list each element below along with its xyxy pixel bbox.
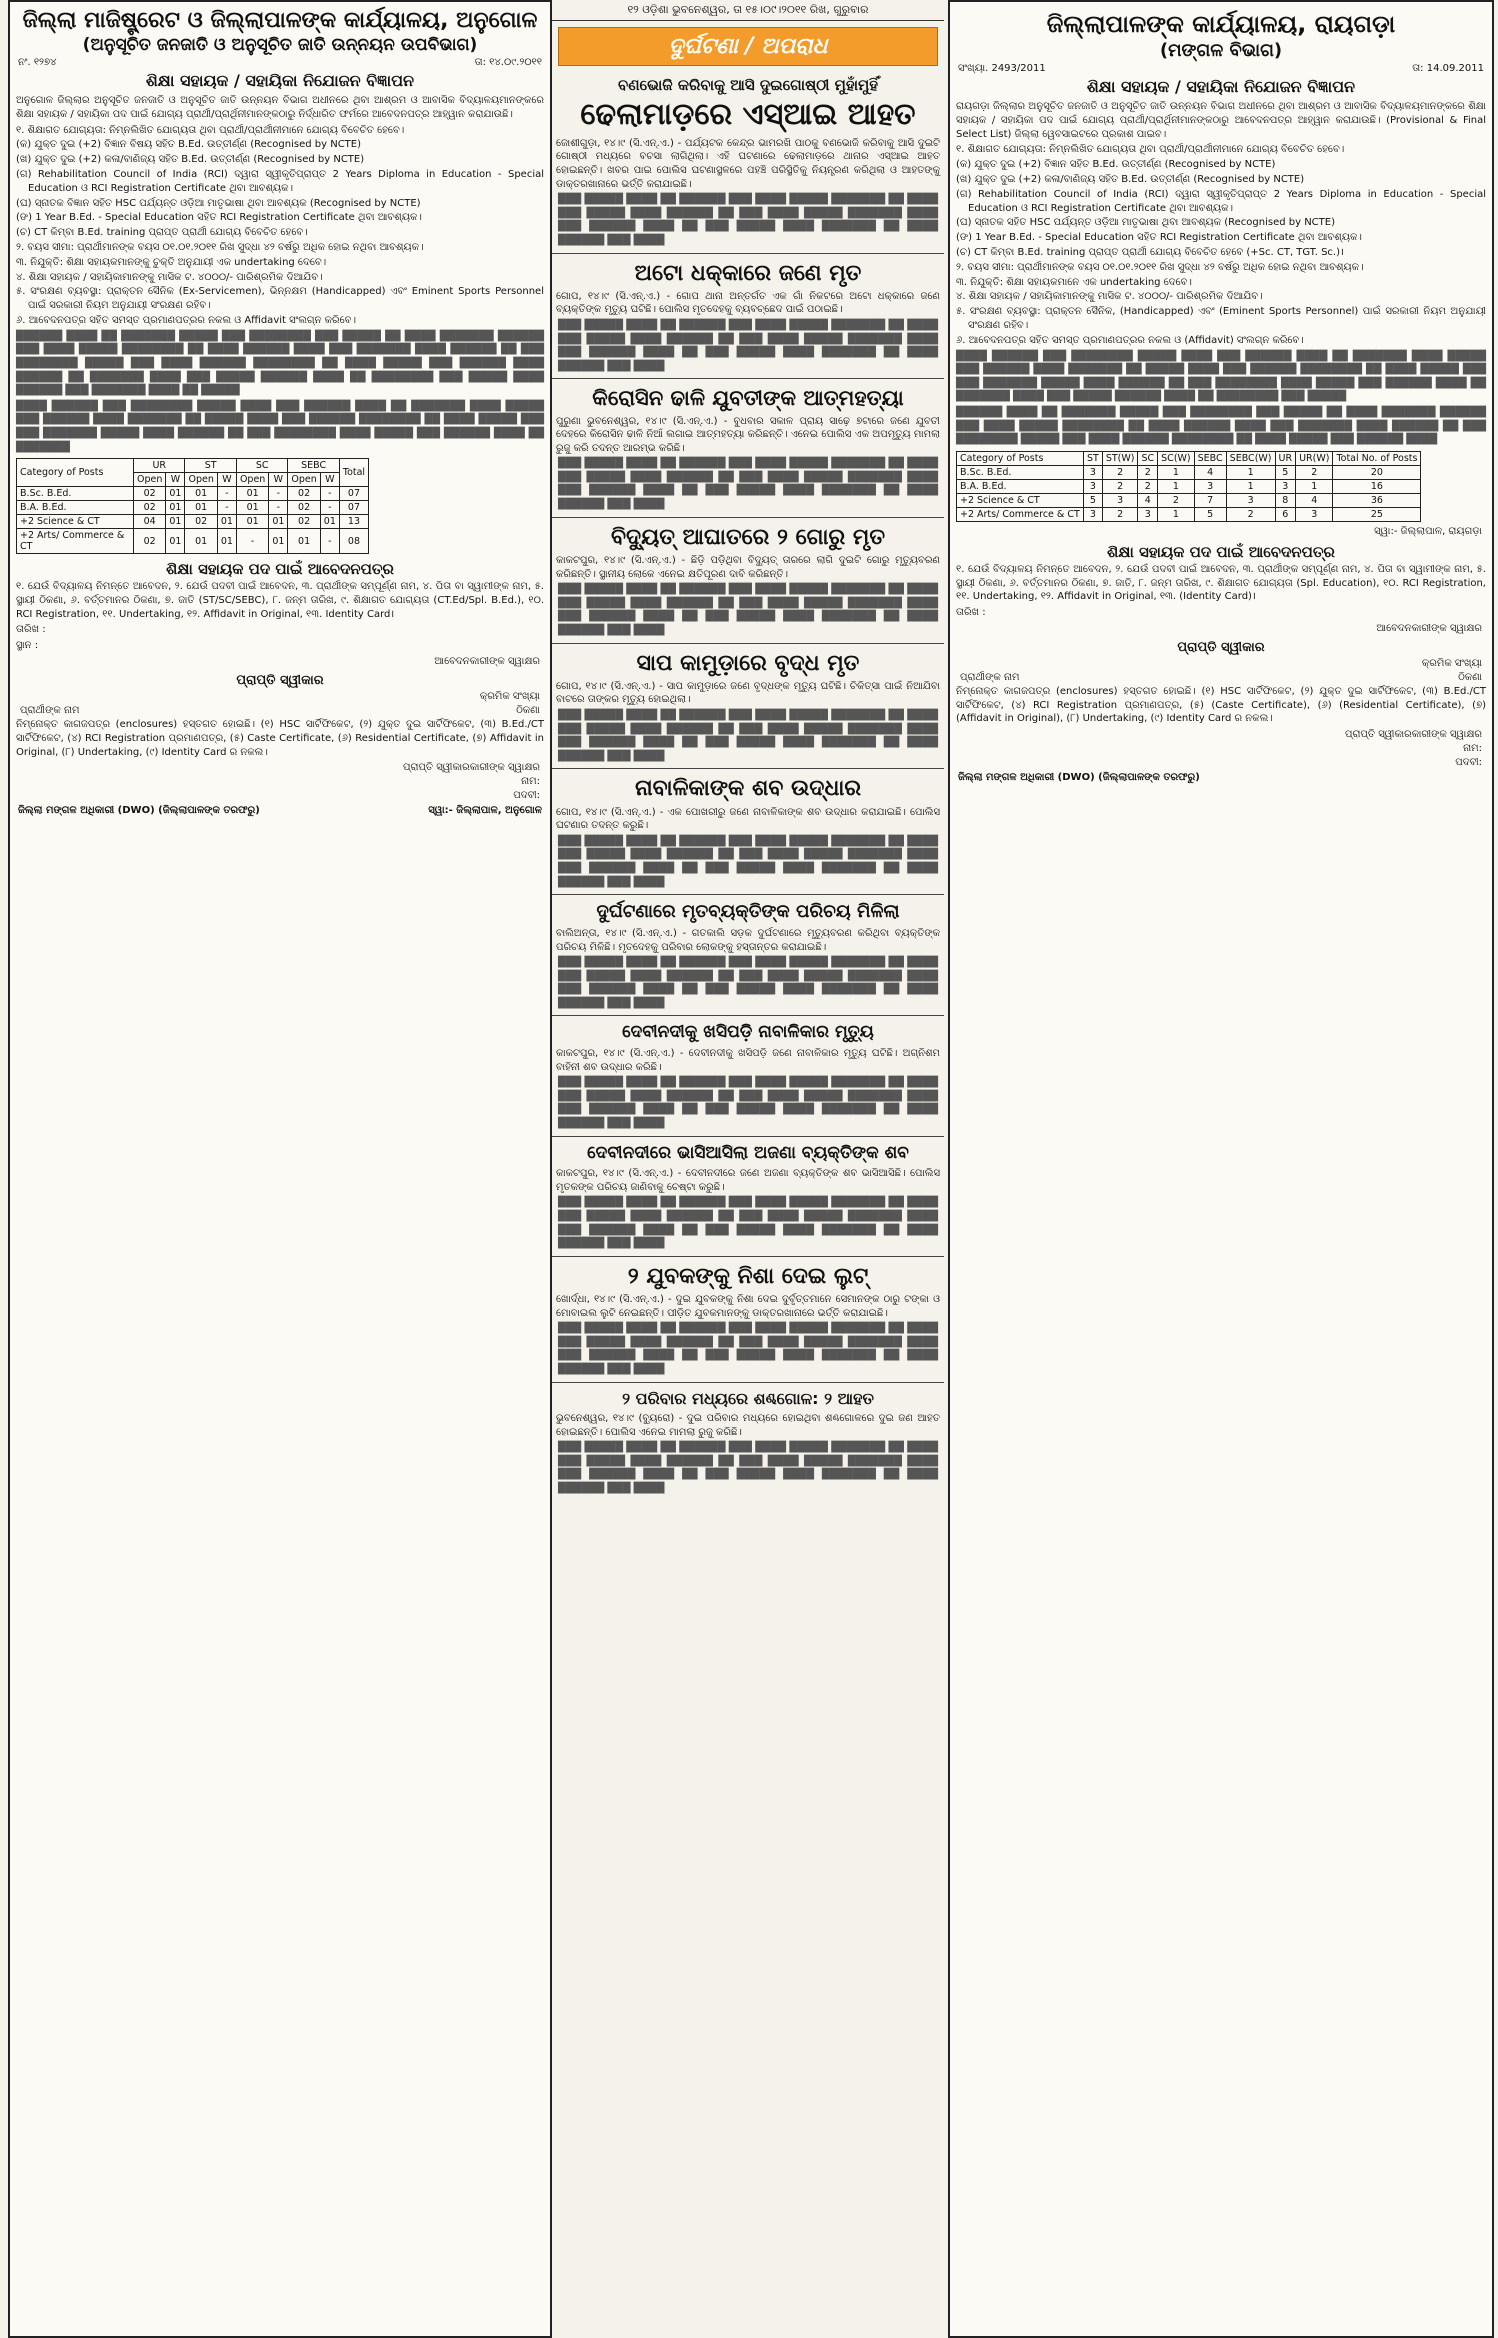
eligibility-list	[950, 143, 1492, 347]
story-body: ଜୋଶୀଗୁଡ଼ା, ୧୪।୯ (ସି.ଏନ୍‌.ଏ.) - ପର୍ଯ୍ୟଟକ କେନ୍ଦ୍ର ଭାମରଖି ପାଠକୁ ବଣଭୋଜି କରିବାକୁ ଆସି ଦୁଇଟି ଗୋଷ୍ଠୀ ମଧ୍ୟରେ ବଚସା ଲାଗିଥିଲା। ଏହି ଘଟଣାରେ ଢେଲାମାଡ଼ରେ ଥାନାର ଏସ୍‌ଆଇ ଆହତ ହୋଇଛନ୍ତି। ଖବର ପାଇ ପୋଲିସ ଘଟଣାସ୍ଥଳରେ ପହଞ୍ଚି ପରିସ୍ଥିତିକୁ ନିୟନ୍ତ୍ରଣ କରିଥିଲା ଓ ଆହତଙ୍କୁ ଡାକ୍ତରଖାନାରେ ଭର୍ତ୍ତି କରାଯାଇଛି।	[556, 137, 940, 190]
department: (ମଙ୍ଗଳ ବିଭାଗ)	[1159, 40, 1283, 61]
serial-number-label: କ୍ରମିକ ସଂଖ୍ୟା	[479, 691, 540, 703]
table-row	[17, 501, 369, 515]
count-cell: 08	[339, 529, 368, 554]
count-cell: 7	[1194, 493, 1226, 507]
place-label: ସ୍ଥାନ :	[16, 640, 39, 652]
news-column	[552, 0, 944, 2338]
story-continuation: ███ █████ ████ ██ ██████ ███ ████ █████ ███████ ██ ████ ███ █████ ████ ██████ ██ ███ ████ █████ ███████ ████ ███ ██████ ████ ██ ███ █████ ████ ███████ ██ ████ ██████ ███ ████	[558, 1197, 938, 1250]
column-header: ST(W)	[1102, 451, 1138, 465]
news-story	[552, 643, 944, 769]
ack-title: ପ୍ରାପ୍ତି ସ୍ୱୀକାର	[236, 673, 324, 689]
news-story	[552, 1136, 944, 1256]
count-cell: 1	[1158, 507, 1194, 521]
count-cell: 01	[217, 515, 236, 529]
eligibility-list	[10, 124, 550, 328]
sc-header: SC	[236, 459, 287, 473]
table-row	[17, 529, 369, 554]
count-cell: 3	[1275, 479, 1296, 493]
eligibility-item: ୪. ଶିକ୍ଷା ସହାୟକ / ସହାୟିକାମାନଙ୍କୁ ମାସିକ ଟ. ୪୦୦୦/- ପାରିଶ୍ରମିକ ଦିଆଯିବ।	[956, 291, 1263, 303]
story-body: ଭୁବନେଶ୍ୱର, ୧୪।୯ (ବ୍ୟୁରୋ) - ଦୁଇ ପରିବାର ମଧ୍ୟରେ ହୋଇଥିବା ଶଣ୍ଢଗୋଳରେ ଦୁଇ ଜଣ ଆହତ ହୋଇଛନ୍ତି। ପୋଲିସ ଏନେଇ ମାମଲା ରୁଜୁ କରିଛି।	[556, 1412, 940, 1438]
story-list	[552, 70, 944, 1501]
table-row	[17, 487, 369, 501]
count-cell: 3	[1084, 479, 1103, 493]
count-cell: 16	[1333, 479, 1421, 493]
count-cell: 01	[166, 515, 185, 529]
story-kicker: ବଣଭୋଜି କରିବାକୁ ଆସି ଦୁଇଗୋଷ୍ଠୀ ମୁହାଁମୁହିଁ	[617, 76, 878, 94]
count-cell: 01	[166, 529, 185, 554]
table-row	[957, 479, 1421, 493]
news-story	[552, 1256, 944, 1382]
story-body: ଗୋପ, ୧୪।୯ (ସି.ଏନ୍‌.ଏ.) - ଏକ ପୋଖରୀରୁ ଜଣେ ନାବାଳିକାଙ୍କ ଶବ ଉଦ୍ଧାର କରାଯାଇଛି। ପୋଲିସ ଘଟଣାର ତଦନ୍ତ କରୁଛି।	[556, 806, 940, 832]
ref-date: ତା: 14.09.2011	[1412, 63, 1484, 74]
count-cell: 4	[1296, 493, 1333, 507]
column-header: Category of Posts	[957, 451, 1084, 465]
ack-title: ପ୍ରାପ୍ତି ସ୍ୱୀକାର	[1177, 639, 1265, 655]
count-cell: 13	[339, 515, 368, 529]
notice-title: ଶିକ୍ଷା ସହାୟକ / ସହାୟିକା ନିଯୋଜନ ବିଜ୍ଞାପନ	[1086, 77, 1356, 96]
count-cell: 3	[1194, 479, 1226, 493]
page-header: ୧୨ ଓଡ଼ିଶା ଭୁବନେଶ୍ୱର, ତା ୧୫।୦୯।୨୦୧୧ ରିଖ, ଗୁରୁବାର	[552, 0, 944, 21]
category-cell: B.A. B.Ed.	[17, 501, 134, 515]
category-cell: +2 Science & CT	[957, 493, 1084, 507]
applicant-name-label: ପ୍ରାର୍ଥୀଙ୍କ ନାମ	[960, 671, 1020, 683]
count-cell: 1	[1158, 465, 1194, 479]
count-cell: -	[217, 487, 236, 501]
story-headline: ଅଟୋ ଧକ୍କାରେ ଜଣେ ମୃତ	[634, 260, 862, 286]
count-cell: 01	[185, 501, 217, 515]
count-cell: 01	[236, 487, 268, 501]
count-cell: 01	[320, 515, 339, 529]
eligibility-item: (କ) ଯୁକ୍ତ ଦୁଇ (+2) ବିଜ୍ଞାନ ବିଷୟ ସହିତ B.Ed. ଉତ୍ତୀର୍ଣ୍ଣ (Recognised by NCTE)	[16, 139, 362, 151]
office-title: ଜିଲ୍ଲାପାଳଙ୍କ କାର୍ଯ୍ୟାଳୟ, ରାୟଗଡ଼ା	[1046, 10, 1396, 38]
count-cell: 01	[236, 501, 268, 515]
body-text-block: ██████ ████ ██ ███████ █████ ███ ████████ ███ █████ ██ ████ ███████ ██████ ███ ████ █████ ████████ ██ ████ ██████ ████ ███ ███████ ████ ██████ ██ ███ ████████ █████ ███ ████ ██████ ████████ ██ ████ █████ ███ ██████ ████	[956, 406, 1486, 446]
news-story	[552, 517, 944, 643]
story-headline: କିରୋସିନ ଢାଳି ଯୁବତୀଙ୍କ ଆତ୍ମହତ୍ୟା	[592, 386, 904, 411]
date-label: ତାରିଖ :	[956, 607, 986, 619]
count-cell: 36	[1333, 493, 1421, 507]
eligibility-item: ୨. ବୟସ ସୀମା: ପ୍ରାର୍ଥୀମାନଙ୍କ ବୟସ ୦୧.୦୧.୨୦୧୧ ରିଖ ସୁଦ୍ଧା ୪୨ ବର୍ଷରୁ ଅଧିକ ହୋଇ ନଥିବା ଆବଶ୍ୟକ।	[956, 261, 1364, 273]
story-headline: ୨ ପରିବାର ମଧ୍ୟରେ ଶଣ୍ଢଗୋଳ: ୨ ଆହତ	[622, 1388, 874, 1408]
story-body: ଗୋପ, ୧୪।୯ (ସି.ଏନ୍‌.ଏ.) - ଗୋପ ଥାନା ଅନ୍ତର୍ଗତ ଏକ ଗାଁ ନିକଟରେ ଅଟୋ ଧକ୍କାରେ ଜଣେ ବ୍ୟକ୍ତିଙ୍କ ମୃତ୍ୟୁ ଘଟିଛି। ପୋଲିସ ମୃତଦେହକୁ ବ୍ୟବଚ୍ଛେଦ ପାଇଁ ପଠାଇଛି।	[556, 290, 940, 316]
news-story	[552, 1015, 944, 1135]
reference-line	[958, 63, 1484, 74]
story-body: ପୁରୁଣା ଭୁବନେଶ୍ୱର, ୧୪।୯ (ସି.ଏନ୍‌.ଏ.) - ବୁଧବାର ସକାଳ ପ୍ରାୟ ସାଢ଼େ ୭ଟାରେ ଜଣେ ଯୁବତୀ ଦେହରେ କିରୋସିନ ଢାଳି ନିଆଁ ଲଗାଇ ଆତ୍ମହତ୍ୟା କରିଛନ୍ତି। ଏନେଇ ପୋଲିସ ଏକ ଅପମୃତ୍ୟୁ ମାମଲା ରୁଜୁ କରି ତଦନ୍ତ ଆରମ୍ଭ କରିଛି।	[556, 415, 940, 454]
story-continuation: ███ █████ ████ ██ ██████ ███ ████ █████ ███████ ██ ████ ███ █████ ████ ██████ ██ ███ ████ █████ ███████ ████ ███ ██████ ████ ██ ███ █████ ████ ███████ ██ ████ ██████ ███ ████	[558, 1077, 938, 1129]
column-header: UR(W)	[1296, 451, 1333, 465]
count-cell: -	[320, 529, 339, 554]
count-cell: 4	[1138, 493, 1158, 507]
story-continuation: ███ █████ ████ ██ ██████ ███ ████ █████ ███████ ██ ████ ███ █████ ████ ██████ ██ ███ ████ █████ ███████ ████ ███ ██████ ████ ██ ███ █████ ████ ███████ ██ ████ ██████ ███ ████	[558, 194, 938, 246]
count-cell: 6	[1275, 507, 1296, 521]
application-title: ଶିକ୍ଷା ସହାୟକ ପଦ ପାଇଁ ଆବେଦନପତ୍ର	[166, 560, 394, 579]
vacancy-table	[16, 458, 369, 554]
count-cell: 01	[166, 501, 185, 515]
category-cell: +2 Arts/ Commerce & CT	[957, 507, 1084, 521]
story-headline: ୨ ଯୁବକଙ୍କୁ ନିଶା ଦେଇ ଲୁଟ୍	[627, 1263, 869, 1289]
count-cell: 2	[1102, 465, 1138, 479]
footer-collector: ସ୍ୱା:- ଜିଲ୍ଲାପାଳ, ଅନୁଗୋଳ	[428, 805, 542, 817]
eligibility-item: ୧. ଶିକ୍ଷାଗତ ଯୋଗ୍ୟତା: ନିମ୍ନଲିଖିତ ଯୋଗ୍ୟତା ଥିବା ପ୍ରାର୍ଥୀ/ପ୍ରାର୍ଥୀନୀମାନେ ଯୋଗ୍ୟ ବିବେଚିତ ହେବେ।	[956, 144, 1345, 156]
story-continuation: ███ █████ ████ ██ ██████ ███ ████ █████ ███████ ██ ████ ███ █████ ████ ██████ ██ ███ ████ █████ ███████ ████ ███ ██████ ████ ██ ███ █████ ████ ███████ ██ ████ ██████ ███ ████	[558, 957, 938, 1009]
story-body: କାକଟପୁର, ୧୪।୯ (ସି.ଏନ୍‌.ଏ.) - ଦେବୀନଦୀକୁ ଖସିପଡ଼ି ଜଣେ ନାବାଳିକାର ମୃତ୍ୟୁ ଘଟିଛି। ଅଗ୍ନିଶମ ବାହିନୀ ଶବ ଉଦ୍ଧାର କରିଛି।	[556, 1048, 940, 1073]
eligibility-item: ୨. ବୟସ ସୀମା: ପ୍ରାର୍ଥୀମାନଙ୍କ ବୟସ ୦୧.୦୧.୨୦୧୧ ରିଖ ସୁଦ୍ଧା ୪୨ ବର୍ଷରୁ ଅଧିକ ହୋଇ ନଥିବା ଆବଶ୍ୟକ।	[16, 241, 424, 253]
count-cell: 07	[339, 501, 368, 515]
applicant-name-label: ପ୍ରାର୍ଥୀଙ୍କ ନାମ	[20, 705, 80, 717]
name-label: ନାମ:	[1463, 743, 1482, 755]
serial-number-label: କ୍ରମିକ ସଂଖ୍ୟା	[1421, 657, 1482, 669]
story-body: କାକଟପୁର, ୧୪।୯ (ସି.ଏନ୍‌.ଏ.) - ଛିଡ଼ି ପଡ଼ିଥିବା ବିଦ୍ୟୁତ୍ ତାରରେ ଲାଗି ଦୁଇଟି ଗୋରୁ ମୃତ୍ୟୁବରଣ କରିଛନ୍ତି। ସ୍ଥାନୀୟ ଲୋକେ ଏନେଇ କ୍ଷତିପୂରଣ ଦାବି କରିଛନ୍ତି।	[556, 554, 940, 580]
story-headline: ସାପ କାମୁଡ଼ାରେ ବୃଦ୍ଧ ମୃତ	[636, 650, 860, 676]
sub-header: W	[320, 473, 339, 487]
story-headline: ନାବାଳିକାଙ୍କ ଶବ ଉଦ୍ଧାର	[634, 776, 862, 802]
story-continuation: ███ █████ ████ ██ ██████ ███ ████ █████ ███████ ██ ████ ███ █████ ████ ██████ ██ ███ ████ █████ ███████ ████ ███ ██████ ████ ██ ███ █████ ████ ███████ ██ ████ ██████ ███ ████	[558, 835, 938, 888]
count-cell: -	[320, 501, 339, 515]
eligibility-item: ୫. ସଂରକ୍ଷଣ ବ୍ୟବସ୍ଥା: ପ୍ରାକ୍ତନ ସୈନିକ (Ex-Servicemen), ଭିନ୍ନକ୍ଷମ (Handicapped) ଏବଂ Eminent Sports Personnel ପାଇଁ ସରକାରୀ ନିୟମ ଅନୁଯାୟୀ ସଂରକ୍ଷଣ ରହିବ।	[16, 286, 544, 312]
news-story	[552, 253, 944, 379]
count-cell: 8	[1275, 493, 1296, 507]
sub-header: W	[217, 473, 236, 487]
eligibility-item: (ଖ) ଯୁକ୍ତ ଦୁଇ (+2) କଳା/ବାଣିଜ୍ୟ ସହିତ B.Ed. ଉତ୍ତୀର୍ଣ୍ଣ (Recognised by NCTE)	[956, 173, 1305, 185]
count-cell: 01	[217, 529, 236, 554]
application-title: ଶିକ୍ଷା ସହାୟକ ପଦ ପାଇଁ ଆବେଦନପତ୍ର	[1107, 542, 1335, 561]
receiver-signature: ପ୍ରାପ୍ତି ସ୍ୱୀକାରକାରୀଙ୍କ ସ୍ୱାକ୍ଷର	[402, 762, 540, 774]
address-label: ଠିକଣା	[516, 705, 540, 717]
count-cell: 5	[1275, 465, 1296, 479]
eligibility-item: ୫. ସଂରକ୍ଷଣ ବ୍ୟବସ୍ଥା: ପ୍ରାକ୍ତନ ସୈନିକ, (Handicapped) ଏବଂ (Eminent Sports Personnel) ପାଇଁ ସରକାରୀ ନିୟମ ଅନୁଯାୟୀ ସଂରକ୍ଷଣ ରହିବ।	[956, 306, 1486, 331]
eligibility-item: ୪. ଶିକ୍ଷା ସହାୟକ / ସହାୟିକାମାନଙ୍କୁ ମାସିକ ଟ. ୪୦୦୦/- ପାରିଶ୍ରମିକ ଦିଆଯିବ।	[16, 271, 323, 283]
count-cell: 3	[1084, 507, 1103, 521]
story-body: କାକଟପୁର, ୧୪।୯ (ସି.ଏନ୍‌.ଏ.) - ଦେବୀନଦୀରେ ଜଣେ ଅଜଣା ବ୍ୟକ୍ତିଙ୍କ ଶବ ଭାସିଆସିଛି। ପୋଲିସ ମୃତକଙ୍କ ପରିଚୟ ଜାଣିବାକୁ ଚେଷ୍ଟା କରୁଛି।	[556, 1168, 940, 1193]
date-label: ତାରିଖ :	[16, 624, 46, 636]
count-cell: 2	[1102, 479, 1138, 493]
count-cell: 20	[1333, 465, 1421, 479]
eligibility-item: (ଙ) 1 Year B.Ed. - Special Education ସହିତ RCI Registration Certificate ଥିବା ଆବଶ୍ୟକ।	[16, 212, 422, 224]
count-cell: 02	[288, 501, 320, 515]
column-header: UR	[1275, 451, 1296, 465]
count-cell: 25	[1333, 507, 1421, 521]
name-label: ନାମ:	[521, 776, 540, 788]
eligibility-item: ୩. ନିଯୁକ୍ତି: ଶିକ୍ଷା ସହାୟକମାନଙ୍କୁ ଚୁକ୍ତି ଅନୁଯାୟୀ ଏକ undertaking ଦେବେ।	[16, 256, 327, 268]
news-story	[552, 768, 944, 894]
table-row	[957, 493, 1421, 507]
count-cell: 1	[1296, 479, 1333, 493]
count-cell: -	[269, 487, 288, 501]
column-header: SEBC(W)	[1226, 451, 1275, 465]
count-cell: -	[269, 501, 288, 515]
count-cell: 3	[1138, 507, 1158, 521]
eligibility-item: (ଖ) ଯୁକ୍ତ ଦୁଇ (+2) କଳା/ବାଣିଜ୍ୟ ସହିତ B.Ed. ଉତ୍ତୀର୍ଣ୍ଣ (Recognised by NCTE)	[16, 154, 365, 166]
eligibility-item: ୩. ନିଯୁକ୍ତି: ଶିକ୍ଷା ସହାୟକମାନେ ଏକ undertaking ଦେବେ।	[956, 276, 1192, 288]
eligibility-item: (ଗ) Rehabilitation Council of India (RCI) ଦ୍ୱାରା ସ୍ୱୀକୃତିପ୍ରାପ୍ତ 2 Years Diploma in Education - Special Education ଓ RCI Registration Certificate ଥିବା ଆବଶ୍ୟକ।	[956, 188, 1486, 214]
ref-no: ନଂ. ୧୨୭୪	[18, 57, 57, 68]
eligibility-item: (ଘ) ସ୍ନାତକ ସହିତ HSC ପର୍ଯ୍ୟନ୍ତ ଓଡ଼ିଆ ମାତୃଭାଷା ଥିବା ଆବଶ୍ୟକ (Recognised by NCTE)	[956, 217, 1335, 229]
news-story	[552, 378, 944, 516]
story-continuation: ███ █████ ████ ██ ██████ ███ ████ █████ ███████ ██ ████ ███ █████ ████ ██████ ██ ███ ████ █████ ███████ ████ ███ ██████ ████ ██ ███ █████ ████ ███████ ██ ████ ██████ ███ ████	[558, 1323, 938, 1375]
enclosures-list: ନିମ୍ନୋକ୍ତ କାଗଜପତ୍ର (enclosures) ହସ୍ତଗତ ହୋଇଛି। (୧) HSC ସାର୍ଟିଫିକେଟ, (୨) ଯୁକ୍ତ ଦୁଇ ସାର୍ଟିଫିକେଟ, (୩) B.Ed./CT ସାର୍ଟିଫିକେଟ, (୪) RCI Registration ପ୍ରମାଣପତ୍ର, (୫) (Caste Certificate), (୬) (Residential Certificate), (୭) (Affidavit in Original), (୮) Undertaking, (୯) Identity Card ର ନକଲ।	[956, 685, 1486, 725]
office-title: ଜିଲ୍ଲା ମାଜିଷ୍ଟ୍ରେଟ ଓ ଜିଲ୍ଲାପାଳଙ୍କ କାର୍ଯ୍ୟାଳୟ, ଅନୁଗୋଳ	[22, 8, 538, 33]
count-cell: 02	[134, 487, 166, 501]
section-banner: ଦୁର୍ଘଟଣା / ଅପରାଧ	[558, 27, 938, 66]
eligibility-item: ୧. ଶିକ୍ଷାଗତ ଯୋଗ୍ୟତା: ନିମ୍ନଲିଖିତ ଯୋଗ୍ୟତା ଥିବା ପ୍ରାର୍ଥୀ/ପ୍ରାର୍ଥୀନୀମାନେ ଯୋଗ୍ୟ ବିବେଚିତ ହେବେ।	[16, 124, 405, 136]
story-headline: ଦେବୀନଦୀରେ ଭାସିଆସିଲା ଅଜଣା ବ୍ୟକ୍ତିଙ୍କ ଶବ	[587, 1142, 909, 1163]
count-cell: 07	[339, 487, 368, 501]
count-cell: -	[320, 487, 339, 501]
application-fields: ୧. ଯେଉଁ ବିଦ୍ୟାଳୟ ନିମନ୍ତେ ଆବେଦନ, ୨. ଯେଉଁ ପଦବୀ ପାଇଁ ଆବେଦନ, ୩. ପ୍ରାର୍ଥୀଙ୍କ ସମ୍ପୂର୍ଣ୍ଣ ନାମ, ୪. ପିତା ବା ସ୍ୱାମୀଙ୍କ ନାମ, ୫. ସ୍ଥାୟୀ ଠିକଣା, ୬. ବର୍ତ୍ତମାନର ଠିକଣା, ୭. ଜାତି (ST/SC/SEBC), ୮. ଜନ୍ମ ତାରିଖ, ୯. ଶିକ୍ଷାଗତ ଯୋଗ୍ୟତା (CT.Ed/Spl. B.Ed.), ୧୦. RCI Registration, ୧୧. Undertaking, ୧୨. Affidavit in Original, ୧୩. Identity Card।	[16, 581, 544, 620]
body-text-block: ████ ██████ ███ ████████ █████ ████ ███ ██████ ████ ██ ███████ ████ █████ ███ ██████ ████ ███████ ██ █████ ████ ███ ██████ ████████ ██ ████ █████ ███ ███ ███████ █████ ████ ██████ ██ ███ ████████ ████ █████ ███ ██████ ████ ██ ███████ ████ ███ █████ ██████ ████ ██ ████████ ███ █████	[956, 350, 1486, 403]
enclosures-list: ନିମ୍ନୋକ୍ତ କାଗଜପତ୍ର (enclosures) ହସ୍ତଗତ ହୋଇଛି। (୧) HSC ସାର୍ଟିଫିକେଟ, (୨) ଯୁକ୍ତ ଦୁଇ ସାର୍ଟିଫିକେଟ, (୩) B.Ed./CT ସାର୍ଟିଫିକେଟ, (୪) RCI Registration ପ୍ରମାଣପତ୍ର, (୫) Caste Certificate, (୬) Residential Certificate, (୭) Affidavit in Original, (୮) Undertaking, (୯) Identity Card ର ନକଲ।	[16, 719, 544, 758]
count-cell: 01	[288, 529, 320, 554]
footer-dwo: ଜିଲ୍ଲା ମଙ୍ଗଳ ଅଧିକାରୀ (DWO) (ଜିଲ୍ଲାପାଳଙ୍କ ତରଫରୁ)	[18, 805, 260, 817]
ack-fields	[20, 705, 540, 716]
story-continuation: ███ █████ ████ ██ ██████ ███ ████ █████ ███████ ██ ████ ███ █████ ████ ██████ ██ ███ ████ █████ ███████ ████ ███ ██████ ████ ██ ███ █████ ████ ███████ ██ ████ ██████ ███ ████	[558, 319, 938, 372]
category-cell: B.A. B.Ed.	[957, 479, 1084, 493]
column-header: ST	[1084, 451, 1103, 465]
eligibility-item: ୬. ଆବେଦନପତ୍ର ସହିତ ସମସ୍ତ ପ୍ରମାଣପତ୍ରର ନକଲ ଓ (Affidavit) ସଂଲଗ୍ନ କରିବେ।	[956, 334, 1304, 346]
count-cell: 1	[1226, 479, 1275, 493]
department: (ଅନୁସୂଚିତ ଜନଜାତି ଓ ଅନୁସୂଚିତ ଜାତି ଉନ୍ନୟନ ଉପବିଭାଗ)	[82, 35, 478, 55]
eligibility-item: (ଙ) 1 Year B.Ed. - Special Education ସହିତ RCI Registration Certificate ଥିବା ଆବଶ୍ୟକ।	[956, 232, 1362, 244]
category-cell: +2 Arts/ Commerce & CT	[17, 529, 134, 554]
count-cell: 02	[288, 515, 320, 529]
intro-paragraph: ଅନୁଗୋଳ ଜିଲ୍ଲାର ଅନୁସୂଚିତ ଜନଜାତି ଓ ଅନୁସୂଚିତ ଜାତି ଉନ୍ନୟନ ବିଭାଗ ଅଧୀନରେ ଥିବା ଆଶ୍ରମ ଓ ଆବାସିକ ବିଦ୍ୟାଳୟମାନଙ୍କରେ ଶିକ୍ଷା ସହାୟକ / ସହାୟିକା ପଦ ପାଇଁ ଯୋଗ୍ୟ ପ୍ରାର୍ଥୀ/ପ୍ରାର୍ଥିନୀମାନଙ୍କଠାରୁ ନିର୍ଦ୍ଧାରିତ ଫର୍ମରେ ଆବେଦନପତ୍ର ଆହ୍ୱାନ କରାଯାଉଛି।	[16, 95, 544, 120]
eligibility-item: (ଗ) Rehabilitation Council of India (RCI) ଦ୍ୱାରା ସ୍ୱୀକୃତିପ୍ରାପ୍ତ 2 Years Diploma in Education - Special Education ଓ RCI Registration Certificate ଥିବା ଆବଶ୍ୟକ।	[16, 168, 544, 194]
count-cell: 02	[185, 515, 217, 529]
eligibility-item: ୬. ଆବେଦନପତ୍ର ସହିତ ସମସ୍ତ ପ୍ରମାଣପତ୍ରର ନକଲ ଓ Affidavit ସଂଲଗ୍ନ କରିବେ।	[16, 314, 356, 326]
eligibility-item: (ଚ) CT କିମ୍ବା B.Ed. training ପ୍ରାପ୍ତ ପ୍ରାର୍ଥୀ ଯୋଗ୍ୟ ବିବେଚିତ ହେବେ।	[16, 227, 308, 239]
intro-paragraph: ରାୟଗଡ଼ା ଜିଲ୍ଲାର ଅନୁସୂଚିତ ଜନଜାତି ଓ ଅନୁସୂଚିତ ଜାତି ଉନ୍ନୟନ ବିଭାଗ ଅଧୀନରେ ଥିବା ଆଶ୍ରମ ଓ ଆବାସିକ ବିଦ୍ୟାଳୟମାନଙ୍କରେ ଶିକ୍ଷା ସହାୟକ / ସହାୟିକା ପଦ ପାଇଁ ଯୋଗ୍ୟ ପ୍ରାର୍ଥୀ/ପ୍ରାର୍ଥିନୀମାନଙ୍କଠାରୁ ଆବେଦନପତ୍ର ଆହ୍ୱାନ କରାଯାଉଛି। (Provisional & Final Select List) ଜିଲ୍ଲା ୱେବସାଇଟରେ ପ୍ରକାଶ ପାଇବ।	[956, 101, 1486, 140]
count-cell: 3	[1226, 493, 1275, 507]
address-label: ଠିକଣା	[1458, 671, 1482, 683]
story-body: ବାଲିଅନ୍ତା, ୧୪।୯ (ସି.ଏନ୍‌.ଏ.) - ଗତକାଲି ସଡ଼କ ଦୁର୍ଘଟଣାରେ ମୃତ୍ୟୁବରଣ କରିଥିବା ବ୍ୟକ୍ତିଙ୍କ ପରିଚୟ ମିଳିଛି। ମୃତଦେହକୁ ପରିବାର ଲୋକଙ୍କୁ ହସ୍ତାନ୍ତର କରାଯାଇଛି।	[556, 927, 940, 953]
story-headline: ଦେବୀନଦୀକୁ ଖସିପଡ଼ି ନାବାଳିକାର ମୃତ୍ୟୁ	[622, 1022, 874, 1043]
column-header: SEBC	[1194, 451, 1226, 465]
count-cell: -	[236, 529, 268, 554]
news-story	[552, 894, 944, 1015]
column-header: SC	[1138, 451, 1158, 465]
vacancy-table	[956, 451, 1421, 522]
count-cell: 2	[1138, 479, 1158, 493]
rayagada-advertisement	[948, 0, 1494, 2338]
news-story	[552, 1382, 944, 1501]
category-cell: +2 Science & CT	[17, 515, 134, 529]
count-cell: 02	[134, 529, 166, 554]
eligibility-item: (ଚ) CT କିମ୍ବା B.Ed. training ପ୍ରାପ୍ତ ପ୍ରାର୍ଥୀ ଯୋଗ୍ୟ ବିବେଚିତ ହେବେ (+Sc. CT, TGT. Sc.)।	[956, 246, 1344, 258]
count-cell: -	[217, 501, 236, 515]
angul-advertisement	[8, 0, 552, 2338]
ref-date: ତା: ୧୪.୦୯.୨୦୧୧	[474, 57, 542, 68]
body-text-block: ████ ██████ ███ ████████ █████ ████ ███ ██████ ████ ██ ███████ ████ █████ ███ ██████ ████ ███████ ██ █████ ████ ███ ██████ ████████ ██ ████ █████ ███ ███ ███████ █████ ████ ██████ ██ ███ ████████ ████ █████ ███ ██████ ████ ██ ███████	[16, 400, 544, 453]
ack-fields	[960, 672, 1482, 683]
sub-header: W	[269, 473, 288, 487]
count-cell: 01	[166, 487, 185, 501]
category-cell: B.Sc. B.Ed.	[17, 487, 134, 501]
story-continuation: ███ █████ ████ ██ ██████ ███ ████ █████ ███████ ██ ████ ███ █████ ████ ██████ ██ ███ ████ █████ ███████ ████ ███ ██████ ████ ██ ███ █████ ████ ███████ ██ ████ ██████ ███ ████	[558, 1442, 938, 1494]
count-cell: 1	[1158, 479, 1194, 493]
count-cell: 01	[185, 487, 217, 501]
footer-dwo: ଜିଲ୍ଲା ମଙ୍ଗଳ ଅଧିକାରୀ (DWO) (ଜିଲ୍ଲାପାଳଙ୍କ ତରଫରୁ)	[958, 772, 1200, 784]
reference-line	[18, 57, 542, 68]
story-body: ଗୋପ, ୧୪।୯ (ସି.ଏନ୍‌.ଏ.) - ସାପ କାମୁଡ଼ାରେ ଜଣେ ବୃଦ୍ଧଙ୍କ ମୃତ୍ୟୁ ଘଟିଛି। ଚିକିତ୍ସା ପାଇଁ ନିଆଯିବା ବାଟରେ ତାଙ୍କର ମୃତ୍ୟୁ ହୋଇଥିଲା।	[556, 680, 940, 706]
table-row	[957, 465, 1421, 479]
table-row	[957, 507, 1421, 521]
story-headline: ବିଦ୍ୟୁତ୍ ଆଘାତରେ ୨ ଗୋରୁ ମୃତ	[610, 524, 886, 550]
notice-title: ଶିକ୍ଷା ସହାୟକ / ସହାୟିକା ନିଯୋଜନ ବିଜ୍ଞାପନ	[145, 71, 415, 90]
sub-header: Open	[236, 473, 268, 487]
ur-header: UR	[134, 459, 185, 473]
count-cell: 2	[1158, 493, 1194, 507]
column-header: SC(W)	[1158, 451, 1194, 465]
sub-header: Open	[185, 473, 217, 487]
designation-label: ପଦବୀ:	[513, 790, 540, 802]
story-headline: ଦୁର୍ଘଟଣାରେ ମୃତବ୍ୟକ୍ତିଙ୍କ ପରିଚୟ ମିଳିଲା	[596, 901, 900, 923]
count-cell: 02	[134, 501, 166, 515]
eligibility-item: (କ) ଯୁକ୍ତ ଦୁଇ (+2) ବିଜ୍ଞାନ ସହିତ B.Ed. ଉତ୍ତୀର୍ଣ୍ଣ (Recognised by NCTE)	[956, 159, 1276, 171]
body-text-block: ██████ ████ ██ ███████ █████ ███ ████████ ███ █████ ██ ████ ███████ ██████ ███ ████ █████ ████████ ██ ████ ██████ ████ ███ ███████ ████ ██████ ██ ███ ████████ █████ ███ ████ ██████ ████████ ██ ████ █████ ███ ██████ ████ ██████ ██ ███████ ████ ███ █████ ██████ ████ ██ ████████ ███ █████ ████ ██████ ███ ███████ ████ ██ █████	[16, 330, 544, 397]
count-cell: 4	[1194, 465, 1226, 479]
count-cell: 01	[236, 515, 268, 529]
sebc-header: SEBC	[288, 459, 339, 473]
table-row	[17, 515, 369, 529]
story-headline: ଢେଲାମାଡ଼ରେ ଏସ୍‌ଆଇ ଆହତ	[580, 97, 916, 133]
count-cell: 5	[1194, 507, 1226, 521]
st-header: ST	[185, 459, 236, 473]
sub-header: Open	[134, 473, 166, 487]
count-cell: 2	[1226, 507, 1275, 521]
count-cell: 01	[269, 529, 288, 554]
applicant-signature: ଆବେଦନକାରୀଙ୍କ ସ୍ୱାକ୍ଷର	[1376, 622, 1482, 634]
count-cell: 5	[1084, 493, 1103, 507]
news-story	[552, 70, 944, 253]
footer	[18, 805, 542, 816]
category-cell: B.Sc. B.Ed.	[957, 465, 1084, 479]
count-cell: 1	[1226, 465, 1275, 479]
sub-header: W	[166, 473, 185, 487]
sub-header: Open	[288, 473, 320, 487]
count-cell: 02	[288, 487, 320, 501]
count-cell: 2	[1296, 465, 1333, 479]
story-continuation: ███ █████ ████ ██ ██████ ███ ████ █████ ███████ ██ ████ ███ █████ ████ ██████ ██ ███ ████ █████ ███████ ████ ███ ██████ ████ ██ ███ █████ ████ ███████ ██ ████ ██████ ███ ████	[558, 584, 938, 636]
count-cell: 2	[1138, 465, 1158, 479]
count-cell: 2	[1102, 507, 1138, 521]
count-cell: 01	[269, 515, 288, 529]
count-cell: 01	[185, 529, 217, 554]
count-cell: 3	[1102, 493, 1138, 507]
story-body: ଖୋର୍ଦ୍ଧା, ୧୪।୯ (ସି.ଏନ୍‌.ଏ.) - ଦୁଇ ଯୁବକଙ୍କୁ ନିଶା ଦେଇ ଦୁର୍ବୃତ୍ତମାନେ ସେମାନଙ୍କ ଠାରୁ ଟଙ୍କା ଓ ମୋବାଇଲ ଲୁଟି ନେଇଛନ୍ତି। ପୀଡ଼ିତ ଯୁବକମାନଙ୍କୁ ଡାକ୍ତରଖାନାରେ ଭର୍ତ୍ତି କରାଯାଇଛି।	[556, 1294, 940, 1319]
column-header: Total No. of Posts	[1333, 451, 1421, 465]
application-fields: ୧. ଯେଉଁ ବିଦ୍ୟାଳୟ ନିମନ୍ତେ ଆବେଦନ, ୨. ଯେଉଁ ପଦବୀ ପାଇଁ ଆବେଦନ, ୩. ପ୍ରାର୍ଥୀଙ୍କ ସମ୍ପୂର୍ଣ୍ଣ ନାମ, ୪. ପିତା ବା ସ୍ୱାମୀଙ୍କ ନାମ, ୫. ସ୍ଥାୟୀ ଠିକଣା, ୬. ବର୍ତ୍ତମାନର ଠିକଣା, ୭. ଜାତି, ୮. ଜନ୍ମ ତାରିଖ, ୯. ଶିକ୍ଷାଗତ ଯୋଗ୍ୟତା (Spl. Education), ୧୦. RCI Registration, ୧୧. Undertaking, ୧୨. Affidavit in Original, ୧୩. (Identity Card)।	[956, 563, 1486, 603]
total-header: Total	[339, 459, 368, 487]
count-cell: 3	[1296, 507, 1333, 521]
receiver-signature: ପ୍ରାପ୍ତି ସ୍ୱୀକାରକାରୀଙ୍କ ସ୍ୱାକ୍ଷର	[1344, 729, 1482, 741]
eligibility-item: (ଘ) ସ୍ନାତକ ବିଜ୍ଞାନ ସହିତ HSC ପର୍ଯ୍ୟନ୍ତ ଓଡ଼ିଆ ମାତୃଭାଷା ଥିବା ଆବଶ୍ୟକ (Recognised by NCTE)	[16, 197, 421, 209]
count-cell: 04	[134, 515, 166, 529]
designation-label: ପଦବୀ:	[1455, 757, 1482, 769]
category-header: Category of Posts	[17, 459, 134, 487]
count-cell: 3	[1084, 465, 1103, 479]
applicant-signature: ଆବେଦନକାରୀଙ୍କ ସ୍ୱାକ୍ଷର	[434, 656, 540, 668]
ref-no: ସଂଖ୍ୟା. 2493/2011	[958, 63, 1046, 74]
story-continuation: ███ █████ ████ ██ ██████ ███ ████ █████ ███████ ██ ████ ███ █████ ████ ██████ ██ ███ ████ █████ ███████ ████ ███ ██████ ████ ██ ███ █████ ████ ███████ ██ ████ ██████ ███ ████	[558, 710, 938, 762]
story-continuation: ███ █████ ████ ██ ██████ ███ ████ █████ ███████ ██ ████ ███ █████ ████ ██████ ██ ███ ████ █████ ███████ ████ ███ ██████ ████ ██ ███ █████ ████ ███████ ██ ████ ██████ ███ ████	[558, 458, 938, 511]
collector-signature: ସ୍ୱା:- ଜିଲ୍ଲାପାଳ, ରାୟଗଡ଼ା	[1374, 525, 1482, 537]
